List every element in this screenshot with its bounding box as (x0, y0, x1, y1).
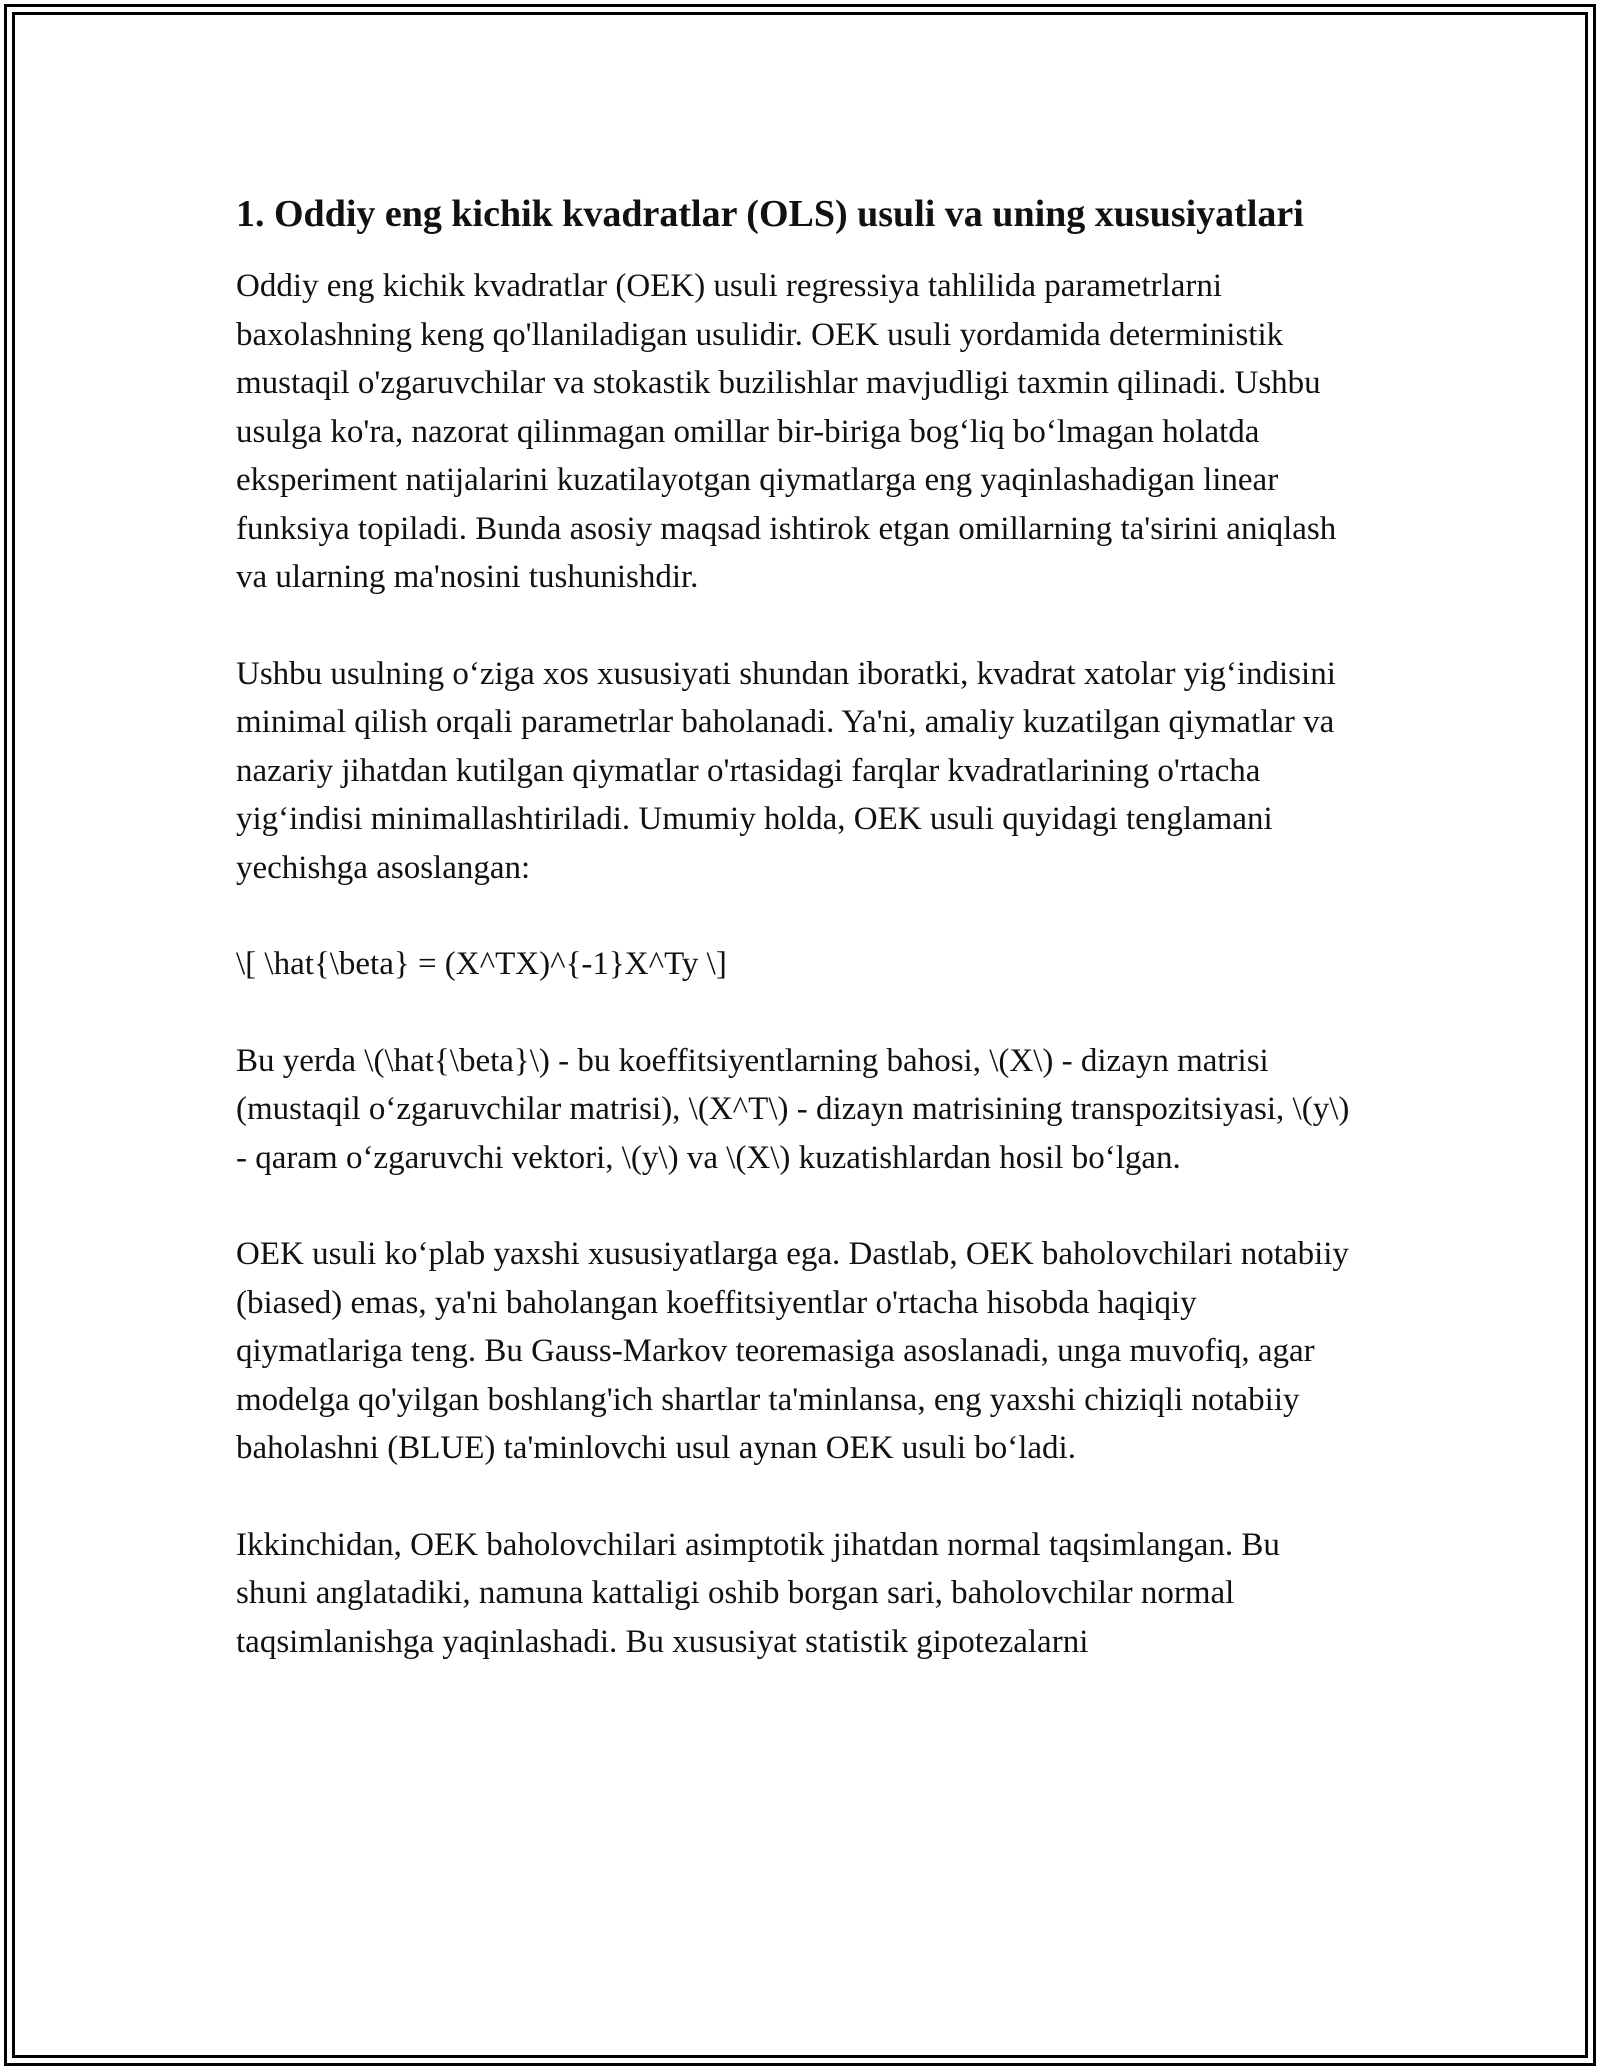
section-heading: 1. Oddiy eng kichik kvadratlar (OLS) usuli va uning xususiyatlari (236, 193, 1304, 235)
paragraph-ols-intro: Oddiy eng kichik kvadratlar (OEK) usuli regressiya tahlilida parametrlarni baxolashning keng qo'llaniladigan usulidir. OEK usuli yordamida deterministik mustaqil o'zgaruvchilar va stokastik buzilishlar mavjudligi taxmin qilinadi. Ushbu usulga ko'ra, nazorat qilinmagan omillar bir-biriga bog‘liq bo‘lmagan holatda eksperiment natijalarini kuzatilayotgan qiymatlarga eng yaqinlashadigan linear funksiya topiladi. Bunda asosiy maqsad ishtirok etgan omillarning ta'sirini aniqlash va ularning ma'nosini tushunishdir. (236, 268, 1337, 595)
paragraph-ols-feature: Ushbu usulning o‘ziga xos xususiyati shundan iboratki, kvadrat xatolar yig‘indisini minimal qilish orqali parametrlar baholanadi. Ya'ni, amaliy kuzatilgan qiymatlar va nazariy jihatdan kutilgan qiymatlar o'rtasidagi farqlar kvadratlarining o'rtacha yig‘indisi minimallashtiriladi. Umumiy holda, OEK usuli quyidagi tenglamani yechishga asoslangan: (236, 655, 1336, 886)
paragraph-asymptotic-normality: Ikkinchidan, OEK baholovchilari asimptotik jihatdan normal taqsimlangan. Bu shuni anglatadiki, namuna kattaligi oshib borgan sari, baholovchilar normal taqsimlanishga yaqinlashadi. Bu xususiyat statistik gipotezalarni (236, 1526, 1280, 1660)
paragraph-formula-explanation: Bu yerda \(\hat{\beta}\) - bu koeffitsiyentlarning bahosi, \(X\) - dizayn matrisi (mustaqil o‘zgaruvchilar matrisi), \(X^T\) - dizayn matrisining transpozitsiyasi, \(y\) - qaram o‘zgaruvchi vektori, \(y\) va \(X\) kuzatishlardan hosil bo‘lgan. (236, 1042, 1350, 1176)
formula-beta-hat: \[ \hat{\beta} = (X^TX)^{-1}X^Ty \] (236, 946, 727, 982)
paragraph-ols-properties: OEK usuli ko‘plab yaxshi xususiyatlarga ega. Dastlab, OEK baholovchilari notabiiy (biased) emas, ya'ni baholangan koeffitsiyentlar o'rtacha hisobda haqiqiy qiymatlariga teng. Bu Gauss-Markov teoremasiga asoslanadi, unga muvofiq, agar modelga qo'yilgan boshlang'ich shartlar ta'minlansa, eng yaxshi chiziqli notabiiy baholashni (BLUE) ta'minlovchi usul aynan OEK usuli bo‘ladi. (236, 1236, 1349, 1466)
document-body (236, 186, 1356, 1714)
